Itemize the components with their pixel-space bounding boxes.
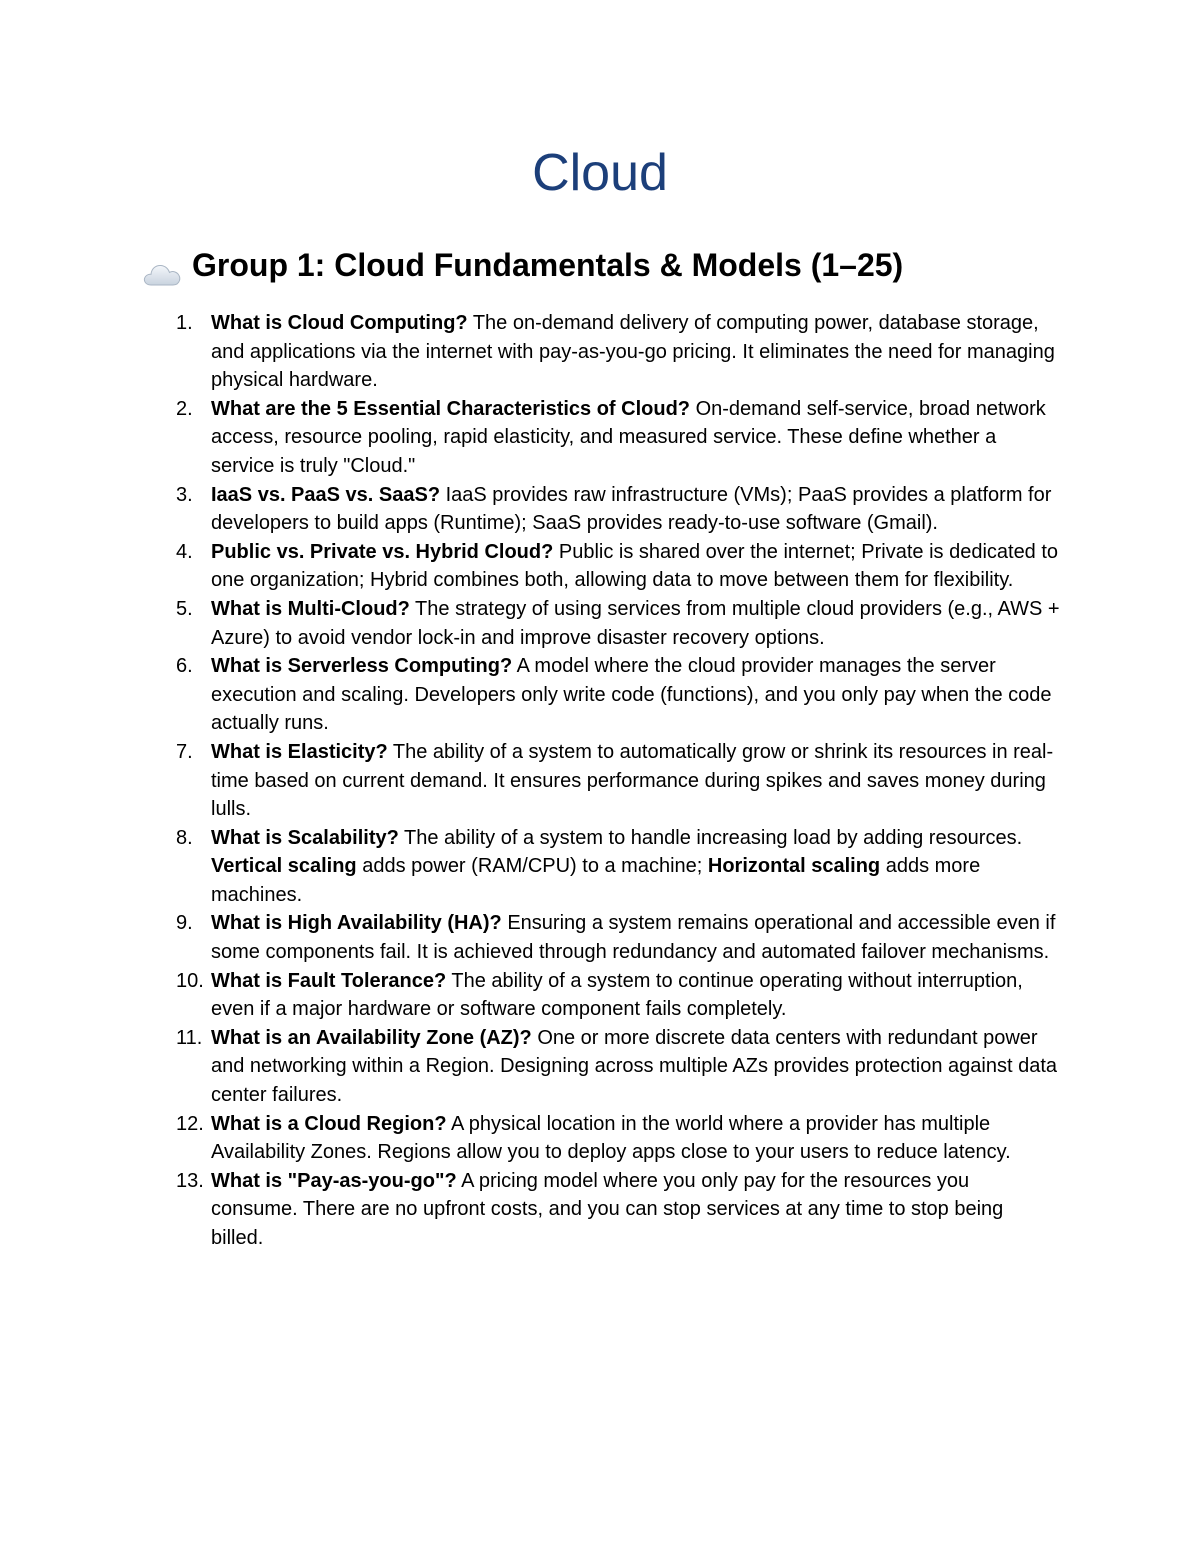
item-answer: Ensuring a system remains operational and accessible even if some components fail. It is achieved through redundancy and automated failover mechanisms.	[211, 912, 1056, 964]
list-item	[0, 652, 1200, 738]
item-number: 10.	[176, 969, 204, 992]
item-number: 6.	[176, 655, 193, 678]
item-number: 1.	[176, 312, 193, 334]
list-item	[0, 909, 1200, 966]
item-answer: A physical location in the world where a provider has multiple Availability Zones. Regions allow you to deploy apps close to your users to reduce latency.	[211, 1112, 1011, 1164]
item-answer: The ability of a system to continue operating without interruption, even if a major hardware or software component fails completely.	[211, 969, 1023, 1021]
item-answer: adds more machines.	[211, 855, 981, 906]
list-item	[0, 395, 1200, 481]
item-number: 9.	[176, 912, 193, 935]
item-number: 11.	[176, 1026, 203, 1049]
page-title: Cloud	[532, 144, 668, 202]
item-emphasis: Vertical scaling	[211, 855, 357, 878]
item-question: What is Cloud Computing?	[211, 312, 468, 334]
item-number: 3.	[176, 483, 193, 506]
list-item	[0, 309, 1200, 395]
item-question: What is Elasticity?	[211, 740, 388, 763]
item-number: 5.	[176, 597, 193, 620]
item-number: 2.	[176, 397, 193, 420]
list-item	[0, 967, 1200, 1024]
item-question: What is Multi-Cloud?	[211, 597, 410, 620]
item-answer: One or more discrete data centers with redundant power and networking within a Region. Designing across multiple AZs provides protection against data center failures.	[211, 1026, 1058, 1107]
section-heading	[142, 243, 1102, 287]
list-item	[0, 1110, 1200, 1167]
item-question: Public vs. Private vs. Hybrid Cloud?	[211, 540, 554, 563]
section-heading-text: Group 1: Cloud Fundamentals & Models (1–25)	[192, 247, 904, 283]
item-question: What is High Availability (HA)?	[211, 912, 502, 935]
item-question: What is Serverless Computing?	[211, 655, 513, 678]
item-emphasis: Horizontal scaling	[707, 855, 881, 878]
list-item	[0, 595, 1200, 652]
item-number: 12.	[176, 1112, 204, 1135]
list-item	[0, 481, 1200, 538]
item-answer: On-demand self-service, broad network access, resource pooling, rapid elasticity, and measured service. These define whether a service is truly "Cloud."	[211, 397, 1046, 477]
list-item	[0, 1024, 1200, 1110]
item-answer: Public is shared over the internet; Private is dedicated to one organization; Hybrid combines both, allowing data to move between them for flexibility.	[211, 540, 1059, 592]
item-question: IaaS vs. PaaS vs. SaaS?	[211, 483, 441, 506]
list-item	[0, 1167, 1200, 1253]
item-question: What is Fault Tolerance?	[211, 969, 447, 992]
item-answer: The on-demand delivery of computing power, database storage, and applications via the internet with pay-as-you-go pricing. It eliminates the need for managing physical hardware.	[211, 312, 1055, 392]
item-answer: The ability of a system to automatically grow or shrink its resources in real-time based on current demand. It ensures performance during spikes and saves money during lulls.	[211, 740, 1054, 821]
item-answer: adds power (RAM/CPU) to a machine;	[356, 855, 708, 878]
item-question: What is "Pay-as-you-go"?	[211, 1169, 457, 1192]
item-number: 7.	[176, 740, 193, 763]
item-number: 4.	[176, 540, 193, 563]
cloud-icon	[142, 254, 182, 280]
item-answer: IaaS provides raw infrastructure (VMs); PaaS provides a platform for developers to build apps (Runtime); SaaS provides ready-to-use software (Gmail).	[211, 483, 1052, 535]
item-question: What are the 5 Essential Characteristics of Cloud?	[211, 397, 691, 420]
item-number: 13.	[176, 1169, 204, 1192]
list-item	[0, 738, 1200, 824]
item-question: What is an Availability Zone (AZ)?	[211, 1026, 532, 1049]
item-question: What is Scalability?	[211, 826, 399, 849]
item-answer: A model where the cloud provider manages the server execution and scaling. Developers only write code (functions), and you only pay when the code actually runs.	[211, 655, 1052, 735]
item-number: 8.	[176, 826, 193, 849]
item-answer: A pricing model where you only pay for the resources you consume. There are no upfront costs, and you can stop services at any time to stop being billed.	[211, 1169, 1004, 1249]
list-item	[0, 538, 1200, 595]
qa-list	[0, 309, 1200, 1253]
item-answer: The ability of a system to handle increasing load by adding resources.	[398, 826, 1023, 849]
item-question: What is a Cloud Region?	[211, 1112, 447, 1135]
list-item	[0, 824, 1200, 910]
item-answer: The strategy of using services from multiple cloud providers (e.g., AWS + Azure) to avoid vendor lock-in and improve disaster recovery options.	[211, 597, 1060, 649]
